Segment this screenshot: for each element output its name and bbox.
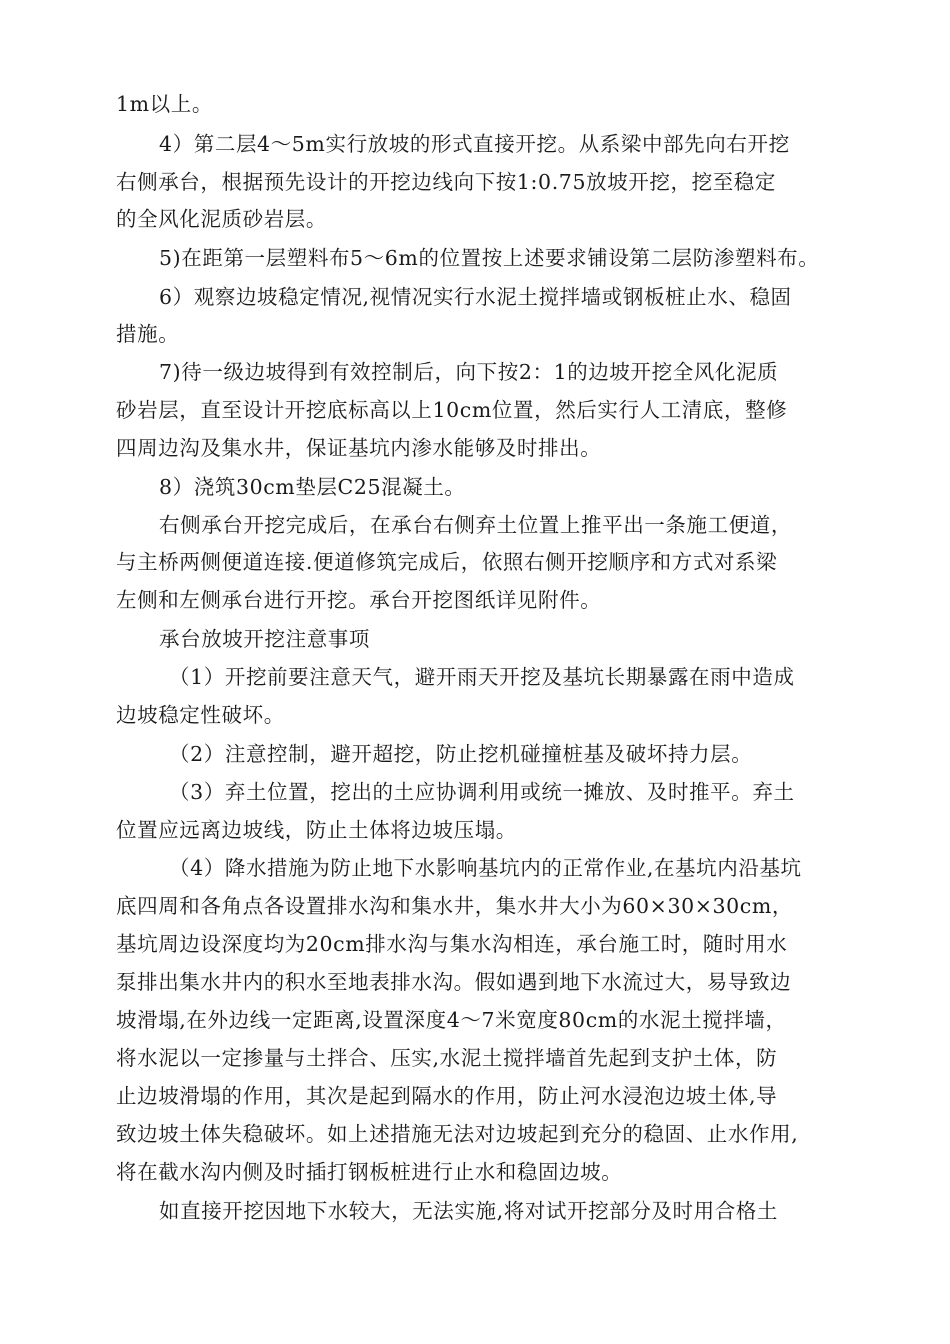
text-line-21: （4）降水措施为防止地下水影响基坑内的正常作业,在基坑内沿基坑 [169, 856, 802, 880]
text-line-25: 坡滑塌,在外边线一定距离,设置深度4～7米宽度80cm的水泥土搅拌墙， [116, 1008, 787, 1032]
text-line-20: 位置应远离边坡线，防止土体将边坡压塌。 [116, 818, 517, 842]
text-line-22: 底四周和各角点各设置排水沟和集水井，集水井大小为60×30×30cm， [116, 894, 794, 918]
text-line-11: 8）浇筑30cm垫层C25混凝土。 [159, 475, 466, 499]
text-line-6: 6）观察边坡稳定情况,视情况实行水泥土搅拌墙或钢板桩止水、稳固 [159, 285, 792, 309]
text-line-28: 致边坡土体失稳破坏。如上述措施无法对边坡起到充分的稳固、止水作用, [116, 1122, 799, 1146]
text-line-17: 边坡稳定性破坏。 [116, 703, 285, 727]
text-line-3: 右侧承台，根据预先设计的开挖边线向下按1:0.75放坡开挖，挖至稳定 [116, 170, 776, 194]
text-line-14: 左侧和左侧承台进行开挖。承台开挖图纸详见附件。 [116, 588, 602, 612]
text-line-26: 将水泥以一定掺量与土拌合、压实,水泥土搅拌墙首先起到支护土体，防 [116, 1046, 778, 1070]
text-line-9: 砂岩层，直至设计开挖底标高以上10cm位置，然后实行人工清底，整修 [116, 398, 788, 422]
text-line-15: 承台放坡开挖注意事项 [159, 627, 370, 651]
text-line-23: 基坑周边设深度均为20cm排水沟与集水沟相连，承台施工时，随时用水 [116, 932, 788, 956]
text-line-18: （2）注意控制，避开超挖，防止挖机碰撞桩基及破坏持力层。 [169, 742, 753, 766]
text-line-16: （1）开挖前要注意天气，避开雨天开挖及基坑长期暴露在雨中造成 [169, 665, 795, 689]
text-line-19: （3）弃土位置，挖出的土应协调利用或统一摊放、及时推平。弃土 [169, 780, 795, 804]
text-line-13: 与主桥两侧便道连接.便道修筑完成后，依照右侧开挖顺序和方式对系梁 [116, 550, 778, 574]
text-line-12: 右侧承台开挖完成后，在承台右侧弃土位置上推平出一条施工便道， [159, 513, 792, 537]
text-line-7: 措施。 [116, 322, 180, 346]
text-line-4: 的全风化泥质砂岩层。 [116, 207, 327, 231]
text-line-2: 4）第二层4～5m实行放坡的形式直接开挖。从系梁中部先向右开挖 [159, 132, 790, 156]
text-line-5: 5)在距第一层塑料布5～6m的位置按上述要求铺设第二层防渗塑料布。 [159, 246, 820, 270]
text-line-27: 止边坡滑塌的作用，其次是起到隔水的作用，防止河水浸泡边坡土体,导 [116, 1084, 778, 1108]
text-line-8: 7)待一级边坡得到有效控制后，向下按2：1的边坡开挖全风化泥质 [159, 360, 779, 384]
text-line-10: 四周边沟及集水井，保证基坑内渗水能够及时排出。 [116, 436, 602, 460]
text-line-29: 将在截水沟内侧及时插打钢板桩进行止水和稳固边坡。 [116, 1160, 623, 1184]
text-line-24: 泵排出集水井内的积水至地表排水沟。假如遇到地下水流过大，易导致边 [116, 970, 792, 994]
text-line-30: 如直接开挖因地下水较大，无法实施,将对试开挖部分及时用合格土 [159, 1199, 779, 1223]
text-line-1: 1m以上。 [116, 92, 213, 116]
